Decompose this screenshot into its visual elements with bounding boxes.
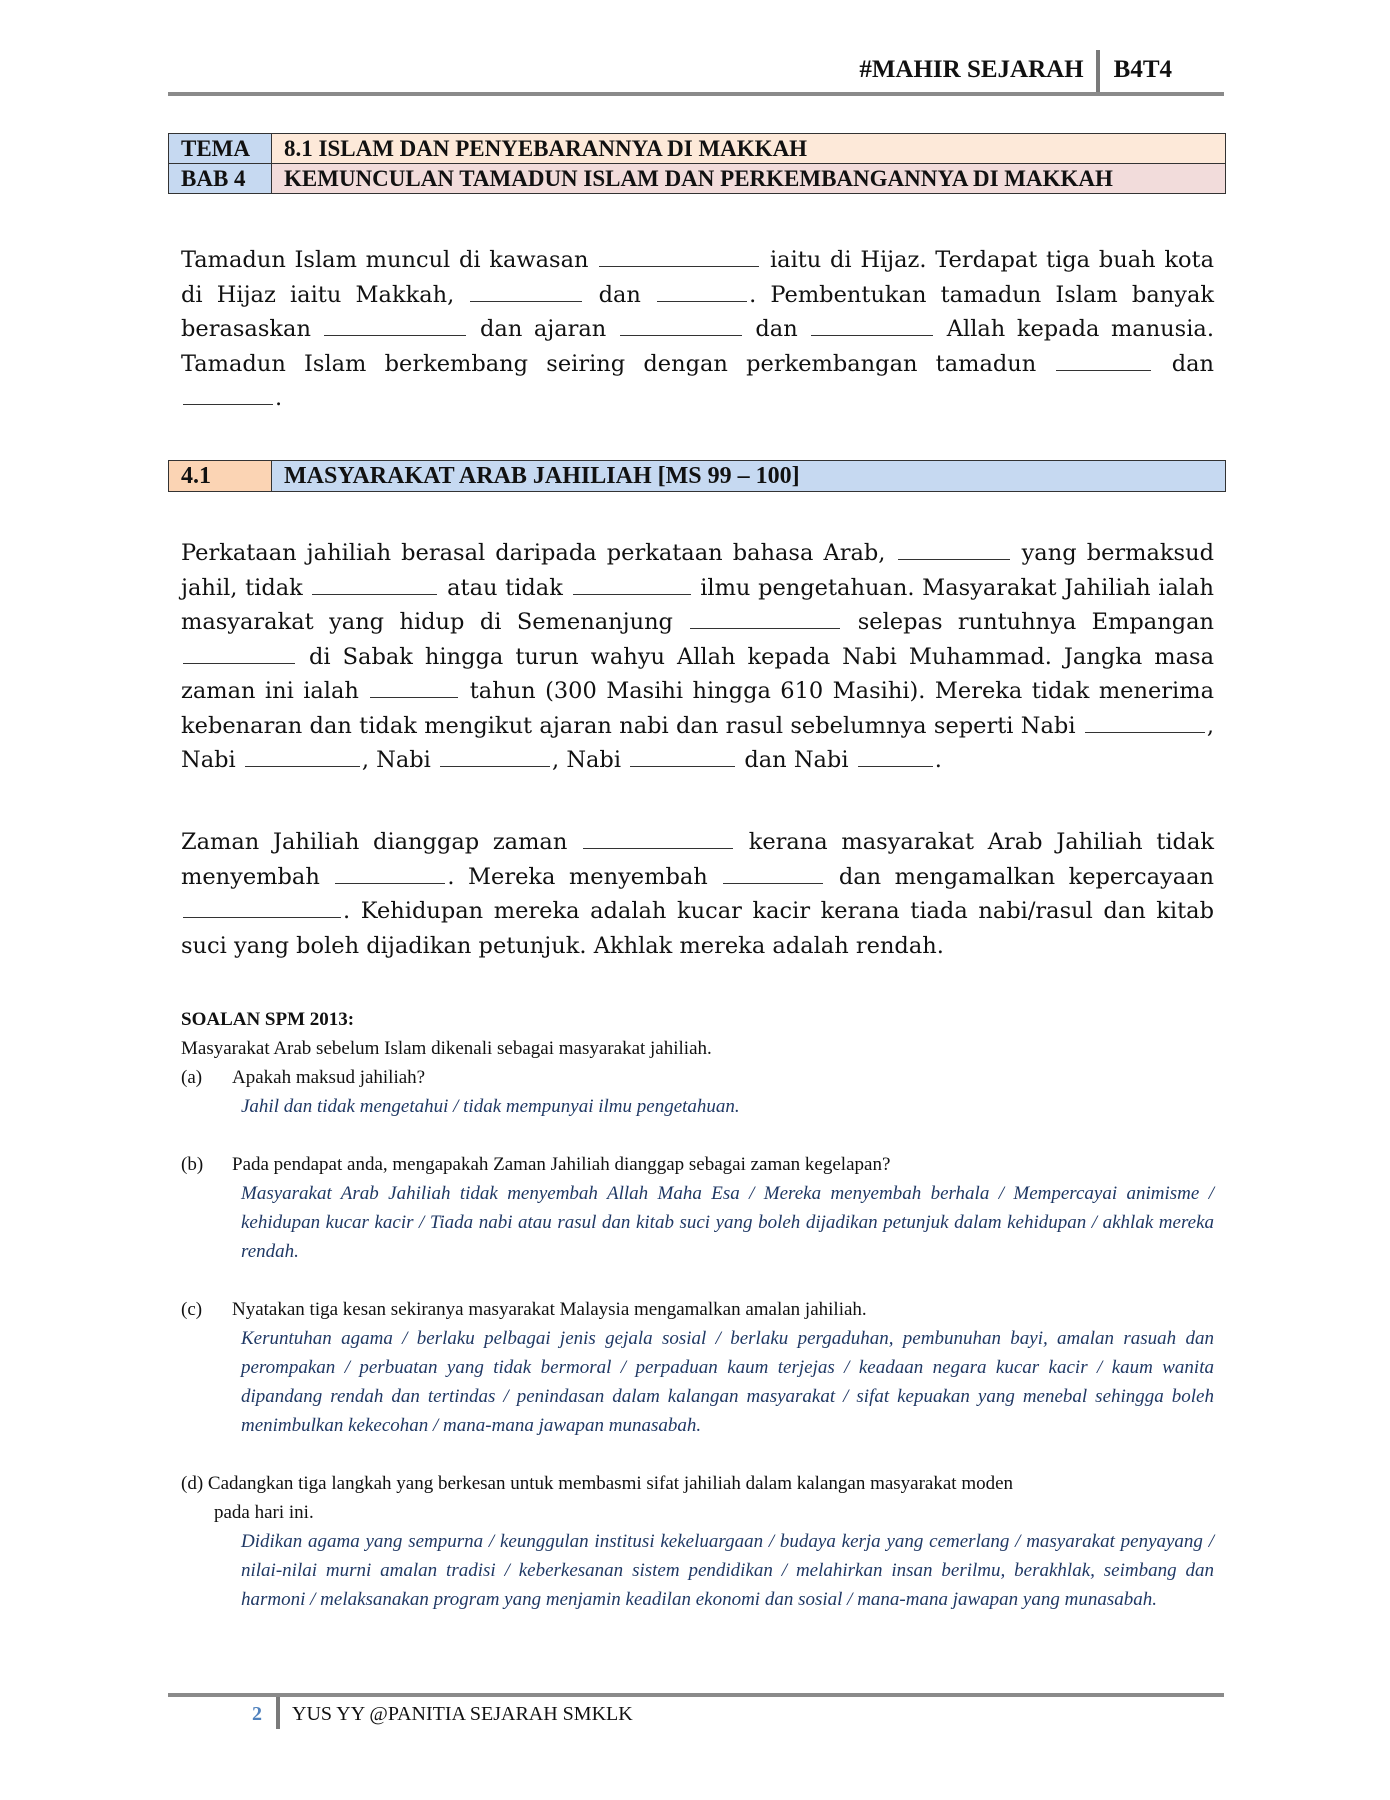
para-text: selepas runtuhnya Empangan bbox=[857, 609, 1215, 635]
fill-blank bbox=[440, 744, 550, 767]
intro-text: dan bbox=[1171, 350, 1214, 377]
spm-intro: Masyarakat Arab sebelum Islam dikenali sebagai masyarakat jahiliah. bbox=[181, 1038, 712, 1059]
para-text: Zaman Jahiliah dianggap zaman bbox=[181, 829, 568, 855]
fill-blank bbox=[183, 382, 273, 405]
question-text-continued: pada hari ini. bbox=[214, 1502, 314, 1523]
para-text: di Sabak hingga turun wahyu Allah kepada Nabi Muhammad. Jangka masa zaman ini ialah bbox=[181, 643, 1214, 704]
jahiliah-paragraph-1 bbox=[181, 536, 1214, 778]
answer-a: Jahil dan tidak mengetahui / tidak mempunyai ilmu pengetahuan. bbox=[241, 1096, 740, 1117]
fill-blank bbox=[370, 675, 458, 698]
para-text: yang bermaksud jahil, tidak bbox=[181, 540, 1214, 601]
para-text: dan Nabi bbox=[744, 747, 849, 773]
intro-text: Allah kepada manusia. Tamadun Islam berkembang seiring dengan perkembangan tamadun bbox=[181, 316, 1214, 377]
header-title-group bbox=[859, 52, 1172, 94]
para-text: dan mengamalkan kepercayaan bbox=[838, 863, 1215, 890]
para-text: tahun (300 Masihi hingga 610 Masihi). Mereka tidak menerima kebenaran dan tidak mengikut ajaran nabi dan rasul sebelumnya seperti Nabi bbox=[181, 678, 1214, 739]
intro-text: Tamadun Islam muncul di kawasan bbox=[181, 247, 589, 273]
answer-c: Keruntuhan agama / berlaku pelbagai jenis gejala sosial / berlaku pergaduhan, pembunuhan bayi, amalan rasuah dan perompakan / perbuatan yang tidak bermoral / perpaduan kaum terjejas / keadaan negara kucar kacir / kaum wanita dipandang rendah dan tertindas / penindasan dalam kalangan masyarakat / sifat kepuakan yang menebal sehingga boleh menimbulkan kekecohan / mana-mana jawapan munasabah. bbox=[241, 1328, 1214, 1436]
answer-b: Masyarakat Arab Jahiliah tidak menyembah Allah Maha Esa / Mereka menyembah berhala / Mempercayai animisme / kehidupan kucar kacir / Tiada nabi atau rasul dan kitab suci yang boleh dijadikan petunjuk dalam kehidupan / akhlak mereka rendah. bbox=[241, 1183, 1214, 1262]
spacer bbox=[181, 1266, 1214, 1295]
section-title: MASYARAKAT ARAB JAHILIAH [MS 99 – 100] bbox=[272, 461, 1225, 491]
bab-value: KEMUNCULAN TAMADUN ISLAM DAN PERKEMBANGANNYA DI MAKKAH bbox=[272, 164, 1226, 194]
tema-row bbox=[169, 134, 1226, 164]
fill-blank bbox=[324, 313, 466, 336]
fill-blank bbox=[183, 641, 295, 664]
spm-section bbox=[181, 1005, 1214, 1614]
intro-paragraph bbox=[181, 243, 1214, 416]
page-footer bbox=[168, 1693, 1224, 1733]
question-text: Nyatakan tiga kesan sekiranya masyarakat Malaysia mengamalkan amalan jahiliah. bbox=[232, 1299, 867, 1320]
question-c bbox=[181, 1295, 1214, 1324]
para-text: , Nabi bbox=[552, 747, 622, 773]
fill-blank bbox=[690, 606, 840, 629]
tema-value: 8.1 ISLAM DAN PENYEBARANNYA DI MAKKAH bbox=[272, 134, 1226, 164]
para-text: , Nabi bbox=[361, 747, 431, 773]
page-header bbox=[168, 48, 1224, 96]
question-label: (a) bbox=[181, 1067, 203, 1088]
intro-text: iaitu di Hijaz. Terdapat tiga buah kota di Hijaz iaitu Makkah, bbox=[181, 247, 1214, 308]
para-text: . bbox=[934, 747, 942, 773]
fill-blank bbox=[183, 895, 341, 918]
para-text: atau tidak bbox=[447, 574, 563, 601]
fill-blank bbox=[657, 279, 747, 302]
topic-table bbox=[168, 133, 1226, 194]
question-d bbox=[181, 1469, 1214, 1527]
fill-blank bbox=[470, 279, 582, 302]
fill-blank bbox=[1056, 348, 1151, 371]
fill-blank bbox=[620, 313, 742, 336]
header-brand: #MAHIR SEJARAH bbox=[859, 56, 1084, 83]
fill-blank bbox=[858, 744, 933, 767]
answer-d: Didikan agama yang sempurna / keunggulan institusi kekeluargaan / budaya kerja yang cemerlang / masyarakat penyayang / nilai-nilai murni amalan tradisi / keberkesanan sistem pendidikan / melahirkan insan berilmu, berakhlak, seimbang dan harmoni / melaksanakan program yang menjamin keadilan ekonomi dan sosial / mana-mana jawapan yang munasabah. bbox=[241, 1531, 1214, 1610]
footer-text: YUS YY @PANITIA SEJARAH SMKLK bbox=[292, 1703, 633, 1725]
question-label: (b) bbox=[181, 1154, 204, 1175]
intro-text: . Pembentukan tamadun Islam banyak berasaskan bbox=[181, 281, 1214, 342]
question-text: Pada pendapat anda, mengapakah Zaman Jahiliah dianggap sebagai zaman kegelapan? bbox=[232, 1154, 891, 1175]
footer-rule bbox=[168, 1693, 1224, 1697]
fill-blank bbox=[335, 861, 445, 884]
intro-text: dan bbox=[598, 281, 641, 308]
header-code: B4T4 bbox=[1113, 56, 1172, 83]
question-text: Apakah maksud jahiliah? bbox=[232, 1067, 426, 1088]
section-number: 4.1 bbox=[169, 461, 272, 491]
fill-blank bbox=[573, 572, 691, 595]
spacer bbox=[181, 1121, 1214, 1150]
fill-blank bbox=[811, 313, 933, 336]
spm-title: SOALAN SPM 2013: bbox=[181, 1009, 355, 1030]
para-text: . Mereka menyembah bbox=[447, 863, 708, 890]
footer-divider bbox=[276, 1697, 280, 1729]
fill-blank bbox=[583, 826, 733, 849]
fill-blank bbox=[312, 572, 437, 595]
header-rule bbox=[168, 92, 1224, 96]
intro-text: dan bbox=[755, 316, 798, 342]
fill-blank bbox=[723, 861, 823, 884]
para-text: . Kehidupan mereka adalah kucar kacir kerana tiada nabi/rasul dan kitab suci yang boleh dijadikan petunjuk. Akhlak mereka adalah rendah. bbox=[181, 898, 1214, 959]
question-b bbox=[181, 1150, 1214, 1179]
intro-text: . bbox=[275, 385, 283, 411]
bab-label: BAB 4 bbox=[169, 164, 272, 194]
para-text: , Nabi bbox=[181, 712, 1214, 773]
jahiliah-paragraph-2 bbox=[181, 825, 1214, 963]
page-number: 2 bbox=[252, 1703, 262, 1725]
para-text: kerana masyarakat Arab Jahiliah tidak menyembah bbox=[181, 829, 1214, 890]
para-text: ilmu pengetahuan. Masyarakat Jahiliah ialah masyarakat yang hidup di Semenanjung bbox=[181, 574, 1215, 635]
fill-blank bbox=[898, 537, 1010, 560]
bab-row bbox=[169, 164, 1226, 194]
intro-text: dan ajaran bbox=[480, 316, 607, 342]
para-text: Perkataan jahiliah berasal daripada perkataan bahasa Arab, bbox=[181, 540, 886, 566]
question-text: Cadangkan tiga langkah yang berkesan untuk membasmi sifat jahiliah dalam kalangan masyarakat moden bbox=[207, 1473, 1014, 1494]
fill-blank bbox=[599, 244, 759, 267]
fill-blank bbox=[1085, 710, 1205, 733]
question-label: (c) bbox=[181, 1299, 203, 1320]
section-heading bbox=[168, 460, 1226, 492]
question-label: (d) bbox=[181, 1473, 204, 1494]
tema-label: TEMA bbox=[169, 134, 272, 164]
question-a bbox=[181, 1063, 1214, 1092]
spacer bbox=[181, 1440, 1214, 1469]
fill-blank bbox=[630, 744, 735, 767]
fill-blank bbox=[245, 744, 360, 767]
